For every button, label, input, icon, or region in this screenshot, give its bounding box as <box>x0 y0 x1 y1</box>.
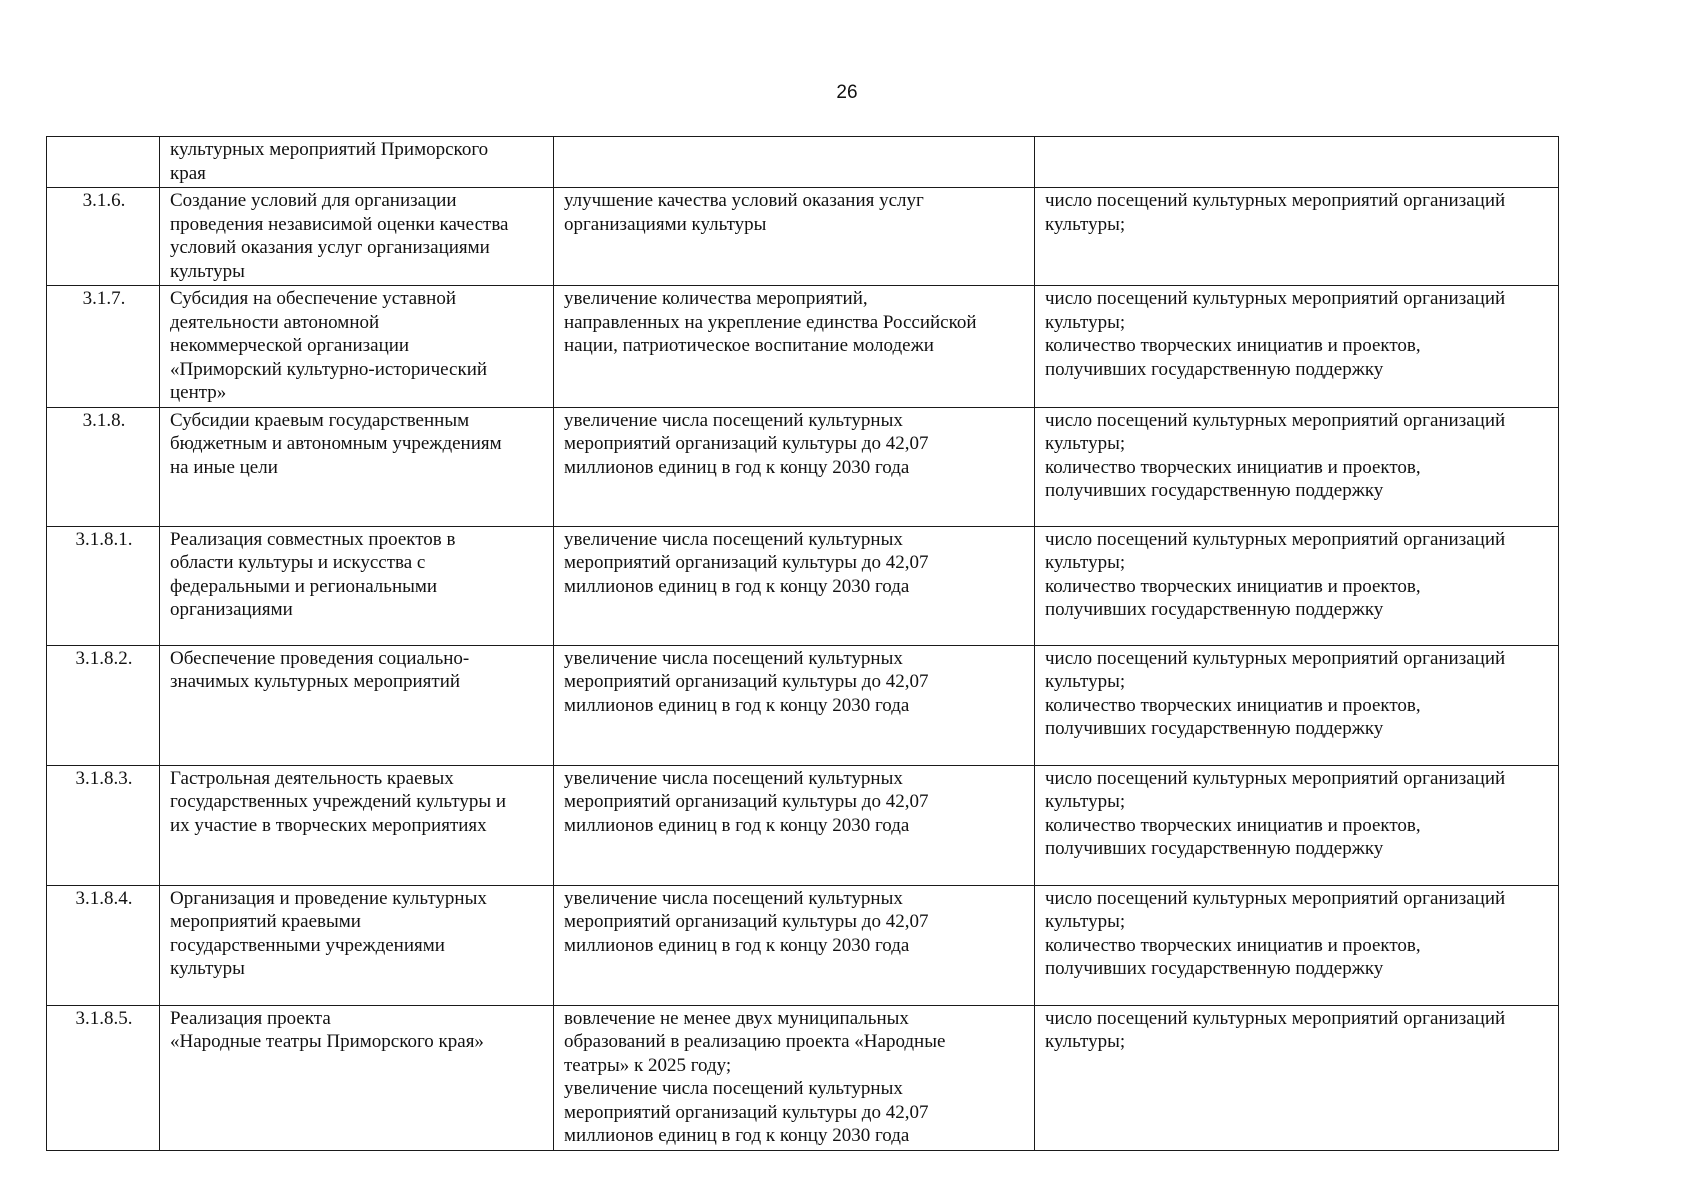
expected-result: увеличение числа посещений культурных мероприятий организаций культуры до 42,07 миллионов единиц в год к концу 2030 года <box>554 645 1035 765</box>
measure-name: Организация и проведение культурных мероприятий краевыми государственными учреждениями культуры <box>160 885 554 1005</box>
expected-result: улучшение качества условий оказания услуг организациями культуры <box>554 188 1035 286</box>
table-row <box>47 645 1559 765</box>
indicator: число посещений культурных мероприятий организаций культуры; количество творческих инициатив и проектов, получивших государственную поддержку <box>1035 885 1559 1005</box>
table-row <box>47 526 1559 645</box>
indicator: число посещений культурных мероприятий организаций культуры; количество творческих инициатив и проектов, получивших государственную поддержку <box>1035 526 1559 645</box>
measure-name: Субсидии краевым государственным бюджетным и автономным учреждениям на иные цели <box>160 407 554 526</box>
measure-name: Субсидия на обеспечение уставной деятельности автономной некоммерческой организации «Приморский культурно-исторический центр» <box>160 286 554 408</box>
indicator: число посещений культурных мероприятий организаций культуры; <box>1035 188 1559 286</box>
table-row <box>47 885 1559 1005</box>
table-row <box>47 407 1559 526</box>
row-number: 3.1.8. <box>47 407 160 526</box>
row-number: 3.1.8.4. <box>47 885 160 1005</box>
indicator: число посещений культурных мероприятий организаций культуры; количество творческих инициатив и проектов, получивших государственную поддержку <box>1035 407 1559 526</box>
expected-result <box>554 137 1035 188</box>
table-row <box>47 137 1559 188</box>
measure-name: Реализация проекта «Народные театры Приморского края» <box>160 1005 554 1150</box>
measure-name: Реализация совместных проектов в области культуры и искусства с федеральными и региональными организациями <box>160 526 554 645</box>
expected-result: увеличение числа посещений культурных мероприятий организаций культуры до 42,07 миллионов единиц в год к концу 2030 года <box>554 765 1035 885</box>
measure-name: Гастрольная деятельность краевых государственных учреждений культуры и их участие в творческих мероприятиях <box>160 765 554 885</box>
measure-name: Обеспечение проведения социально- значимых культурных мероприятий <box>160 645 554 765</box>
indicator: число посещений культурных мероприятий организаций культуры; <box>1035 1005 1559 1150</box>
indicator: число посещений культурных мероприятий организаций культуры; количество творческих инициатив и проектов, получивших государственную поддержку <box>1035 286 1559 408</box>
row-number: 3.1.8.2. <box>47 645 160 765</box>
table-row <box>47 286 1559 408</box>
row-number: 3.1.8.5. <box>47 1005 160 1150</box>
row-number <box>47 137 160 188</box>
measures-table <box>46 136 1559 1151</box>
table-row <box>47 765 1559 885</box>
indicator <box>1035 137 1559 188</box>
row-number: 3.1.8.1. <box>47 526 160 645</box>
expected-result: увеличение числа посещений культурных мероприятий организаций культуры до 42,07 миллионов единиц в год к концу 2030 года <box>554 526 1035 645</box>
expected-result: вовлечение не менее двух муниципальных образований в реализацию проекта «Народные театры» к 2025 году; увеличение числа посещений культурных мероприятий организаций культуры до 42,07 миллионов единиц в год к концу 2030 года <box>554 1005 1035 1150</box>
table-row <box>47 188 1559 286</box>
expected-result: увеличение числа посещений культурных мероприятий организаций культуры до 42,07 миллионов единиц в год к концу 2030 года <box>554 885 1035 1005</box>
row-number: 3.1.7. <box>47 286 160 408</box>
measure-name: культурных мероприятий Приморского края <box>160 137 554 188</box>
expected-result: увеличение количества мероприятий, направленных на укрепление единства Российской нации, патриотическое воспитание молодежи <box>554 286 1035 408</box>
expected-result: увеличение числа посещений культурных мероприятий организаций культуры до 42,07 миллионов единиц в год к концу 2030 года <box>554 407 1035 526</box>
indicator: число посещений культурных мероприятий организаций культуры; количество творческих инициатив и проектов, получивших государственную поддержку <box>1035 645 1559 765</box>
table-row <box>47 1005 1559 1150</box>
row-number: 3.1.6. <box>47 188 160 286</box>
measure-name: Создание условий для организации проведения независимой оценки качества условий оказания услуг организациями культуры <box>160 188 554 286</box>
row-number: 3.1.8.3. <box>47 765 160 885</box>
indicator: число посещений культурных мероприятий организаций культуры; количество творческих инициатив и проектов, получивших государственную поддержку <box>1035 765 1559 885</box>
page-number: 26 <box>836 82 858 103</box>
